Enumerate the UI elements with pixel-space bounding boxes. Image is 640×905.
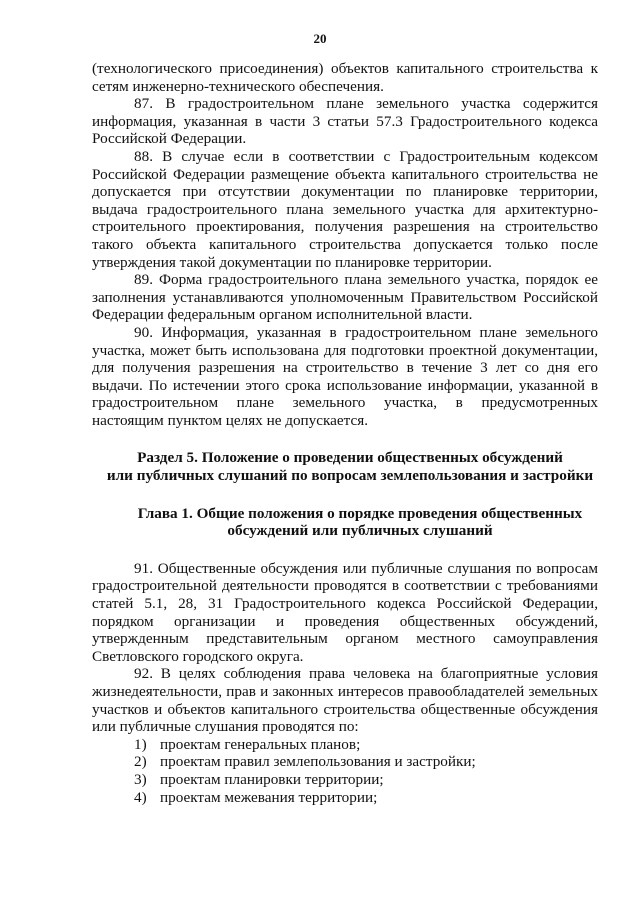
list-item-text: проектам правил землепользования и застройки;	[160, 753, 476, 771]
paragraph-continuation: (технологического присоединения) объектов капитального строительства к сетям инженерно-технического обеспечения.	[92, 60, 598, 95]
paragraph-87: 87. В градостроительном плане земельного участка содержится информация, указанная в части 3 статьи 57.3 Градостроительного кодекса Российской Федерации.	[92, 95, 598, 148]
paragraph-92: 92. В целях соблюдения права человека на благоприятные условия жизнедеятельности, прав и законных интересов правообладателей земельных участков и объектов капитального строительства общественные обсуждения или публичные слушания проводятся по:	[92, 665, 598, 736]
section-heading	[92, 449, 598, 484]
paragraph-89: 89. Форма градостроительного плана земельного участка, порядок ее заполнения устанавливаются уполномоченным Правительством Российской Федерации федеральным органом исполнительной власти.	[92, 271, 598, 324]
list-item	[92, 753, 598, 771]
hearing-subjects-list	[92, 736, 598, 806]
list-item-text: проектам межевания территории;	[160, 788, 378, 806]
list-item	[92, 789, 598, 807]
chapter-heading-line-2: обсуждений или публичных слушаний	[227, 522, 493, 540]
list-item-text: проектам генеральных планов;	[160, 735, 361, 753]
list-item	[92, 771, 598, 789]
page-number: 20	[313, 31, 327, 46]
list-item-number: 3)	[134, 770, 147, 788]
list-item-number: 1)	[134, 735, 147, 753]
list-item-number: 2)	[134, 753, 147, 771]
list-item	[92, 736, 598, 754]
paragraph-90: 90. Информация, указанная в градостроительном плане земельного участка, может быть использована для подготовки проектной документации, для получения разрешения на строительство в течение 3 лет со дня его выдачи. По истечении этого срока использование информации, указанной в градостроительном плане земельного участка, в предусмотренных настоящим пунктом целях не допускается.	[92, 323, 598, 429]
list-item-text: проектам планировки территории;	[160, 770, 384, 788]
document-body	[92, 60, 598, 806]
chapter-heading-line-1: Глава 1. Общие положения о порядке проведения общественных	[137, 504, 583, 522]
section-heading-line-1: Раздел 5. Положение о проведении общественных обсуждений	[137, 449, 563, 467]
section-heading-line-2: или публичных слушаний по вопросам землепользования и застройки	[106, 467, 594, 485]
list-item-number: 4)	[134, 788, 147, 806]
paragraph-88: 88. В случае если в соответствии с Градостроительным кодексом Российской Федерации размещение объекта капитального строительства не допускается при отсутствии документации по планировке территории, выдача градостроительного плана земельного участка для архитектурно-строительного проектирования, получения разрешения на строительство такого объекта капитального строительства допускается только после утверждения такой документации по планировке территории.	[92, 147, 598, 271]
paragraph-91: 91. Общественные обсуждения или публичные слушания по вопросам градостроительной деятельности проводятся в соответствии с требованиями статей 5.1, 28, 31 Градостроительного кодекса Российской Федерации, порядком организации и проведения общественных обсуждений, утвержденным представительным органом местного самоуправления Светловского городского округа.	[92, 559, 598, 665]
chapter-heading	[92, 505, 598, 540]
